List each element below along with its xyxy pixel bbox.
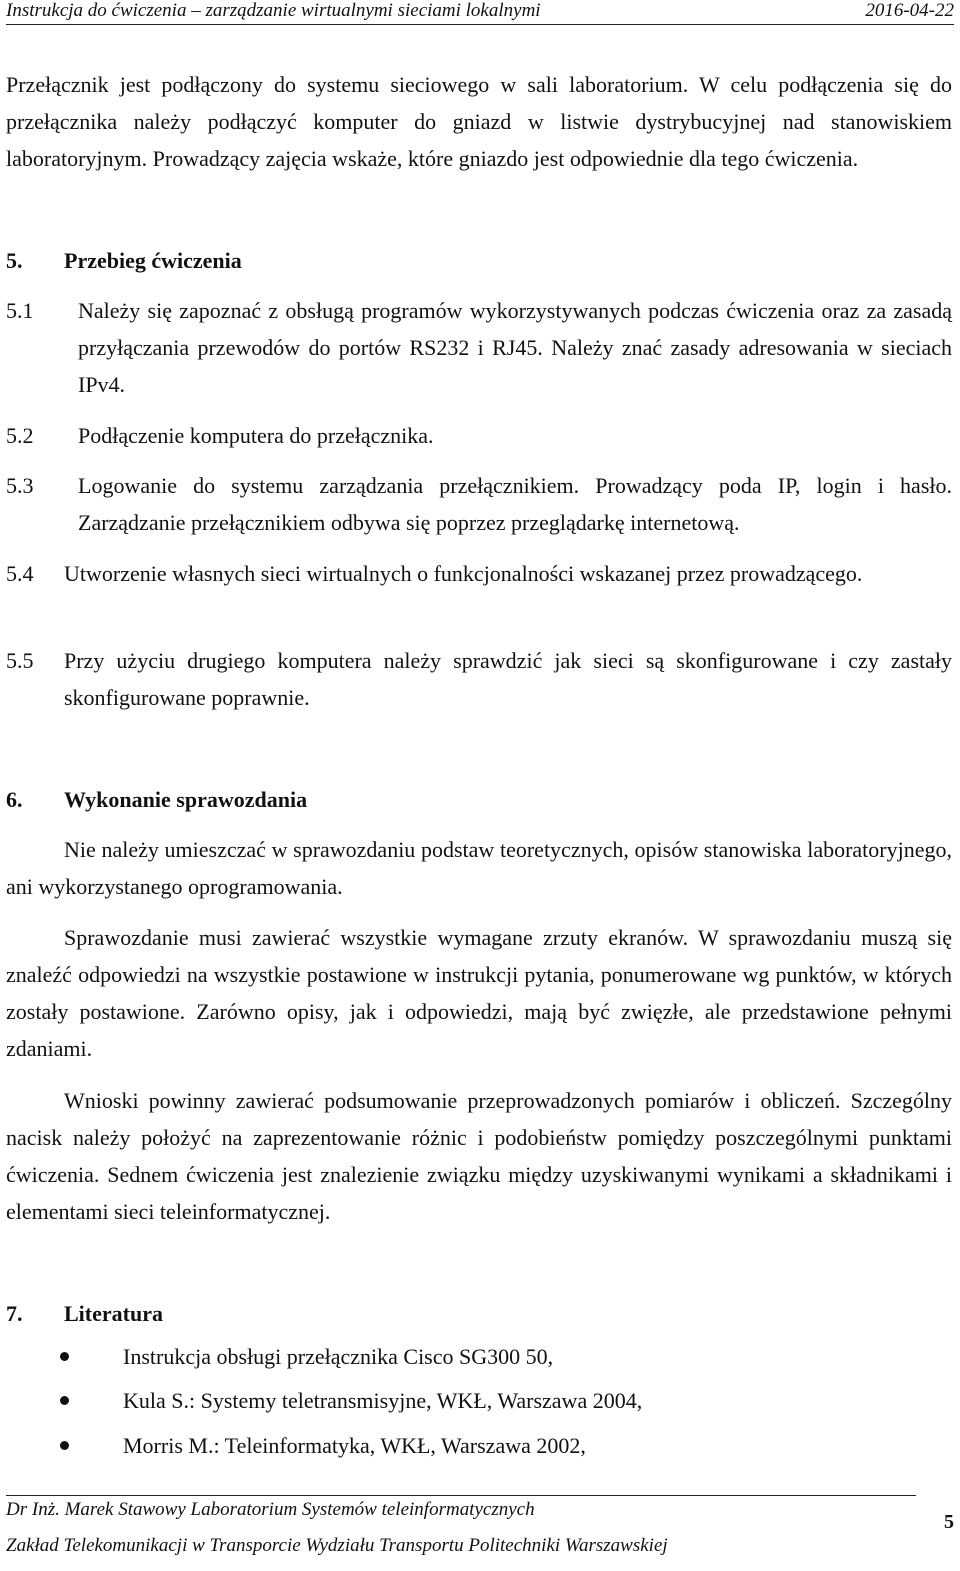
document-date: 2016-04-22 xyxy=(865,0,954,21)
report-paragraph-2: Sprawozdanie musi zawierać wszystkie wymagane zrzuty ekranów. W sprawozdaniu muszą się znaleźć odpowiedzi na wszystkie postawione w instrukcji pytania, ponumerowane wg punktów, w których zostały postawione. Zarówno opisy, jak i odpowiedzi, mają być zwięzłe, ale przedstawione pełnymi zdaniami. xyxy=(6,925,952,1061)
step-number: 5.1 xyxy=(6,298,34,323)
step-number: 5.5 xyxy=(6,648,34,673)
bullet-icon xyxy=(60,1396,69,1405)
section-7-number: 7. xyxy=(6,1301,23,1326)
step-number: 5.2 xyxy=(6,423,34,448)
report-paragraph-3: Wnioski powinny zawierać podsumowanie przeprowadzonych pomiarów i obliczeń. Szczególny nacisk należy położyć na zaprezentowanie różnic i podobieństw pomiędzy poszczególnymi punktami ćwiczenia. Sednem ćwiczenia jest znalezienie związku między uzyskiwanymi wynikami a składnikami i elementami sieci teleinformatycznej. xyxy=(6,1088,952,1224)
step-5-4 xyxy=(6,555,952,592)
document-title: Instrukcja do ćwiczenia – zarządzanie wirtualnymi sieciami lokalnymi xyxy=(6,0,541,21)
step-text: Utworzenie własnych sieci wirtualnych o funkcjonalności wskazanej przez prowadzącego. xyxy=(64,561,863,586)
bullet-icon xyxy=(60,1441,69,1450)
section-5-number: 5. xyxy=(6,248,23,273)
step-text: Logowanie do systemu zarządzania przełącznikiem. Prowadzący poda IP, login i hasło. Zarządzanie przełącznikiem odbywa się poprzez przeglądarkę internetową. xyxy=(78,473,952,535)
literature-item xyxy=(60,1427,586,1464)
literature-item xyxy=(60,1338,553,1375)
page-footer xyxy=(6,1495,954,1571)
section-6-title: Wykonanie sprawozdania xyxy=(64,787,308,812)
step-5-1 xyxy=(6,292,952,403)
step-text: Podłączenie komputera do przełącznika. xyxy=(78,423,434,448)
literature-item-text: Instrukcja obsługi przełącznika Cisco SG300 50, xyxy=(123,1344,554,1369)
bullet-icon xyxy=(60,1352,69,1361)
step-5-2 xyxy=(6,417,952,454)
section-7-heading xyxy=(6,1295,163,1332)
step-number: 5.3 xyxy=(6,473,34,498)
literature-item xyxy=(60,1382,642,1419)
intro-paragraph: Przełącznik jest podłączony do systemu sieciowego w sali laboratorium. W celu podłączenia się do przełącznika należy podłączyć komputer do gniazd w listwie dystrybucyjnej nad stanowiskiem laboratoryjnym. Prowadzący zajęcia wskaże, które gniazdo jest odpowiednie dla tego ćwiczenia. xyxy=(6,72,952,171)
section-6-number: 6. xyxy=(6,787,23,812)
step-5-5 xyxy=(6,642,952,716)
step-text: Przy użyciu drugiego komputera należy sprawdzić jak sieci są skonfigurowane i czy zastały skonfigurowane poprawnie. xyxy=(64,648,952,710)
literature-item-text: Kula S.: Systemy teletransmisyjne, WKŁ, Warszawa 2004, xyxy=(123,1388,643,1413)
section-5-heading xyxy=(6,242,242,279)
footer-department: Zakład Telekomunikacji w Transporcie Wydziału Transportu Politechniki Warszawskiej xyxy=(6,1535,668,1556)
section-6-heading xyxy=(6,781,307,818)
literature-item-text: Morris M.: Teleinformatyka, WKŁ, Warszawa 2002, xyxy=(123,1433,586,1458)
report-paragraph-1: Nie należy umieszczać w sprawozdaniu podstaw teoretycznych, opisów stanowiska laboratoryjnego, ani wykorzystanego oprogramowania. xyxy=(6,837,952,899)
page-number: 5 xyxy=(944,1511,954,1533)
page-header xyxy=(6,0,954,25)
section-5-title: Przebieg ćwiczenia xyxy=(64,248,242,273)
footer-rule xyxy=(6,1495,916,1496)
footer-author: Dr Inż. Marek Stawowy Laboratorium Systemów teleinformatycznych xyxy=(6,1499,535,1520)
step-number: 5.4 xyxy=(6,561,34,586)
step-text: Należy się zapoznać z obsługą programów wykorzystywanych podczas ćwiczenia oraz za zasadą przyłączania przewodów do portów RS232 i RJ45. Należy znać zasady adresowania w sieciach IPv4. xyxy=(78,298,952,397)
step-5-3 xyxy=(6,467,952,541)
section-7-title: Literatura xyxy=(64,1301,163,1326)
